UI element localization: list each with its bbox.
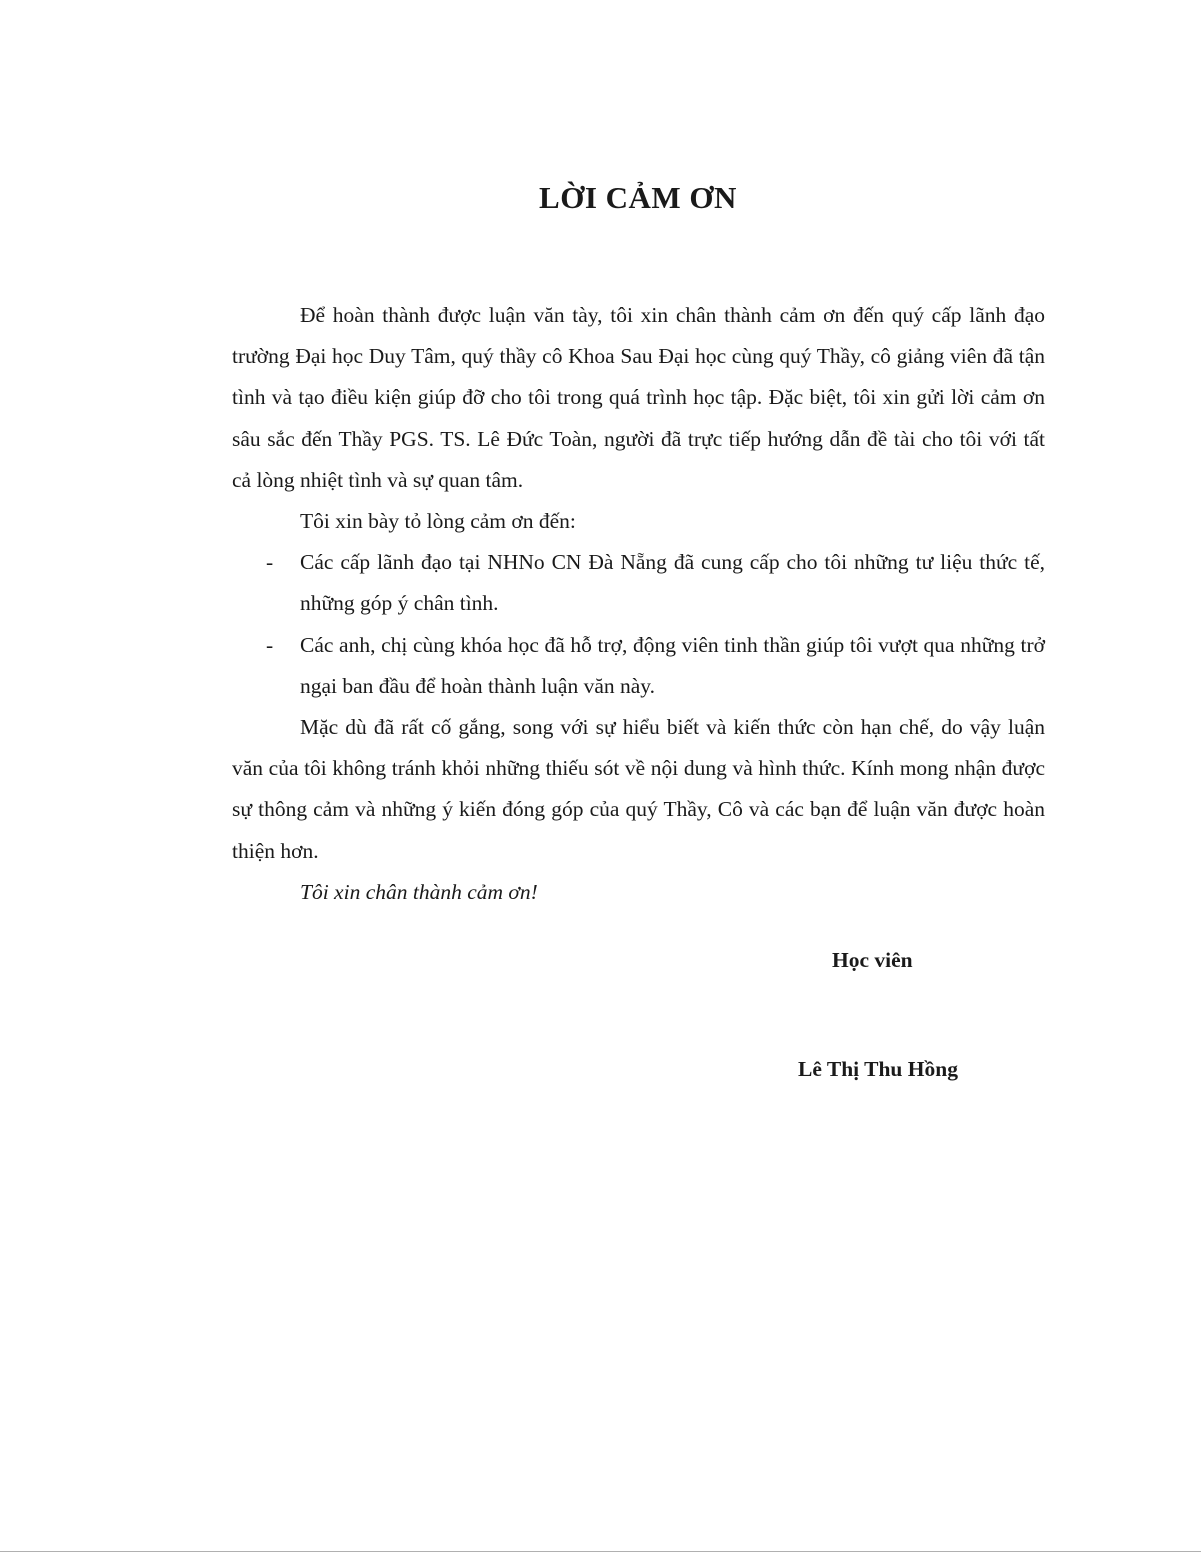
- list-item-text: Các cấp lãnh đạo tại NHNo CN Đà Nẵng đã cung cấp cho tôi những tư liệu thức tế, những góp ý chân tình.: [300, 550, 1045, 616]
- paragraph-thanks-lead: Tôi xin bày tỏ lòng cảm ơn đến:: [300, 509, 576, 534]
- list-dash-marker: -: [266, 550, 274, 575]
- list-item: [232, 542, 1045, 624]
- list-item: [232, 625, 1045, 707]
- list-item-text: Các anh, chị cùng khóa học đã hỗ trợ, động viên tinh thần giúp tôi vượt qua những trở ngại ban đầu để hoàn thành luận văn này.: [300, 632, 1045, 698]
- document-body: [232, 295, 1045, 913]
- signature-name: Lê Thị Thu Hồng: [798, 1057, 958, 1081]
- list-dash-marker: -: [266, 632, 274, 657]
- thanks-list: [232, 542, 1045, 707]
- page-title: LỜI CẢM ƠN: [539, 180, 737, 215]
- closing-line: Tôi xin chân thành cảm ơn!: [300, 879, 538, 904]
- paragraph-intro: Để hoàn thành được luận văn tày, tôi xin chân thành cảm ơn đến quý cấp lãnh đạo trường Đại học Duy Tâm, quý thầy cô Khoa Sau Đại học cùng quý Thầy, cô giảng viên đã tận tình và tạo điều kiện giúp đỡ cho tôi trong quá trình học tập. Đặc biệt, tôi xin gửi lời cảm ơn sâu sắc đến Thầy PGS. TS. Lê Đức Toàn, người đã trực tiếp hướng dẫn đề tài cho tôi với tất cả lòng nhiệt tình và sự quan tâm.: [232, 303, 1045, 492]
- signature-role: Học viên: [832, 948, 913, 972]
- paragraph-apology: Mặc dù đã rất cố gắng, song với sự hiểu biết và kiến thức còn hạn chế, do vậy luận văn của tôi không tránh khỏi những thiếu sót về nội dung và hình thức. Kính mong nhận được sự thông cảm và những ý kiến đóng góp của quý Thầy, Cô và các bạn để luận văn được hoàn thiện hơn.: [232, 715, 1045, 863]
- page-bottom-rule: [0, 1551, 1201, 1552]
